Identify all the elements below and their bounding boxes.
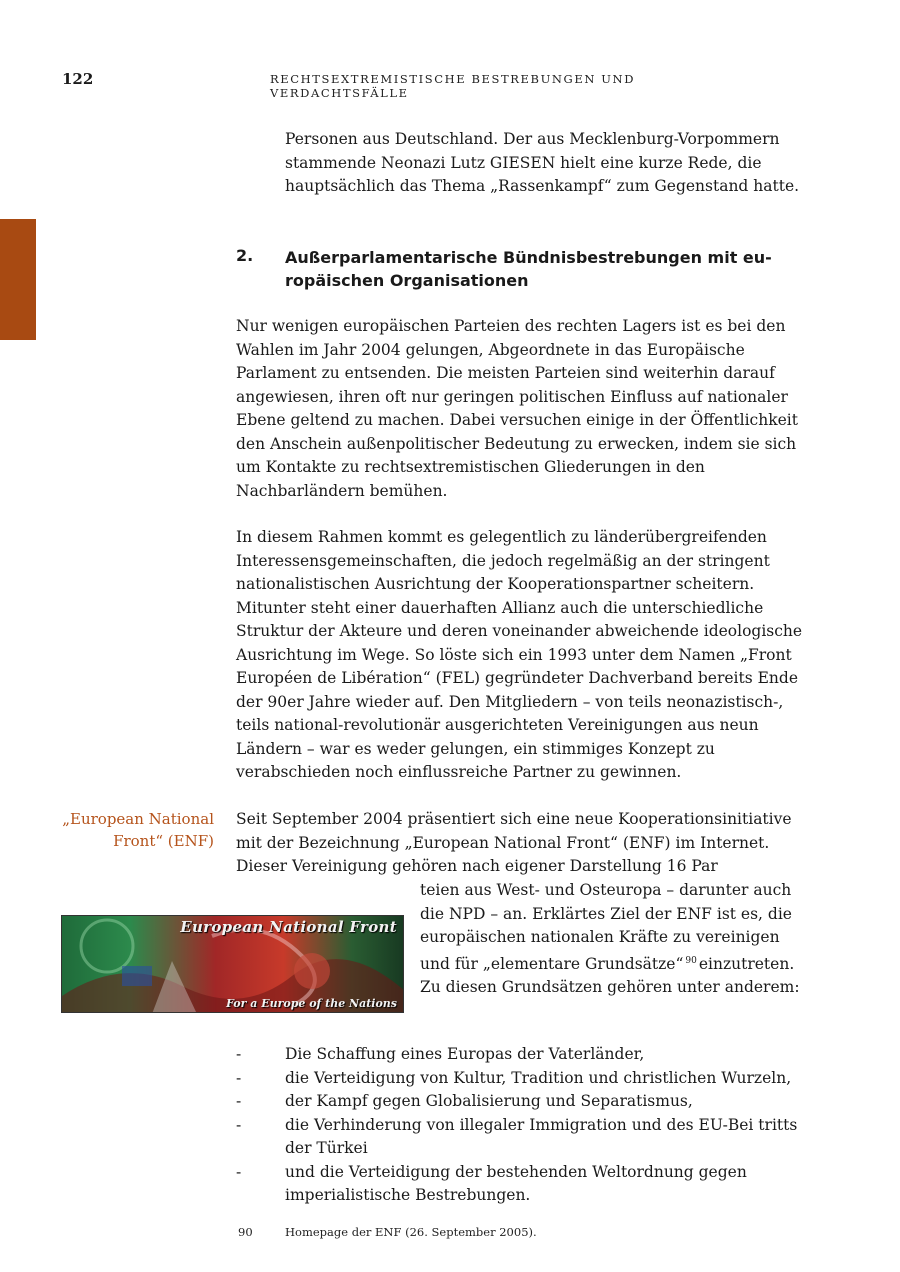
footnote bbox=[238, 1225, 537, 1239]
footnote-reference: 90 bbox=[685, 955, 697, 966]
paragraph-3: In diesem Rahmen kommt es gelegentlich zu länderübergreifenden Interessensgemeinschaften, die jedoch regelmäßig an der stringent nationalistischen Ausrichtung der Kooperationspartner scheitern. Mitunter steht einer dauerhaften Allianz auch die unterschiedliche Struktur der Akteure und deren voneinander abweichende ideologische Ausrichtung im Wege. So löste sich ein 1993 unter dem Namen „Front Européen de Libération“ (FEL) gegründeter Dachverband bereits Ende der 90er Jahre wieder auf. Den Mitgliedern – von teils neonazistisch-, teils national-revolutionär ausgerichteten Vereinigungen aus neun Ländern – war es weder gelungen, ein stimmiges Konzept zu verabschieden noch einflussreiche Partner zu gewinnen. bbox=[236, 528, 803, 781]
list-item bbox=[236, 1043, 805, 1067]
running-header: RECHTSEXTREMISTISCHE BESTREBUNGEN UND VERDACHTSFÄLLE bbox=[270, 72, 636, 100]
paragraph-2: Nur wenigen europäischen Parteien des rechten Lagers ist es bei den Wahlen im Jahr 2004 gelungen, Abgeordnete in das Europäische Parlament zu entsenden. Die meisten Parteien sind weiterhin darauf angewiesen, ihren oft nur geringen politischen Einfluss auf nationaler Ebene geltend zu machen. Dabei versuchen einige in der Öffentlichkeit den Anschein außenpolitischer Bedeutung zu erwecken, indem sie sich um Kontakte zu rechtsextremistischen Gliederungen in den Nachbarländern bemühen. bbox=[236, 317, 798, 500]
banner-title: European National Front bbox=[180, 918, 397, 936]
paragraph-4-text-a: teien aus West- und Osteuropa – darunter auch die NPD – an. Erklärtes Ziel der ENF ist es, die europäischen nationalen Kräfte zu vereinigen und für „elementare Grundsätze“ bbox=[420, 881, 792, 973]
enf-banner-image bbox=[61, 915, 404, 1013]
banner-tagline: For a Europe of the Nations bbox=[226, 997, 397, 1010]
list-dash: - bbox=[236, 1045, 242, 1063]
paragraph-1: Personen aus Deutschland. Der aus Mecklenburg-Vorpommern stammende Neonazi Lutz GIESEN hielt eine kurze Rede, die hauptsächlich das Thema „Rassenkampf“ zum Gegenstand hatte. bbox=[285, 130, 800, 195]
list-dash: - bbox=[236, 1115, 242, 1134]
section-title: Außerparlamentarische Bündnisbestrebungen mit europäischen Organisationen bbox=[285, 248, 772, 290]
paragraph-4-text-b: einzutreten. Zu diesen Grundsätzen gehören unter anderem: bbox=[420, 954, 800, 997]
list-item bbox=[236, 1067, 805, 1091]
list-item bbox=[236, 1090, 805, 1114]
paragraph-4-start: Seit September 2004 präsentiert sich eine neue Kooperationsinitiative mit der Bezeichnung „European National Front“ (ENF) im Internet. Dieser Vereinigung gehören nach eigener Darstellung 16 Par bbox=[236, 810, 792, 875]
list-dash: - bbox=[236, 1162, 242, 1181]
margin-note: „European National Front“ (ENF) bbox=[62, 810, 214, 850]
list-item-text: die Verteidigung von Kultur, Tradition und christlichen Wurzeln, bbox=[285, 1068, 792, 1087]
list-dash: - bbox=[236, 1092, 242, 1110]
list-dash: - bbox=[236, 1068, 242, 1087]
list-item-text: die Verhinderung von illegaler Immigration und des EU-Bei tritts der Türkei bbox=[285, 1115, 798, 1157]
chapter-tab-marker bbox=[0, 219, 36, 340]
principles-list bbox=[236, 1043, 805, 1208]
list-item-text: der Kampf gegen Globalisierung und Separatismus, bbox=[285, 1092, 693, 1110]
paragraph-4-continued bbox=[420, 879, 805, 1000]
list-item-text: Die Schaffung eines Europas der Vaterländer, bbox=[285, 1045, 645, 1063]
page-number: 122 bbox=[62, 70, 94, 88]
list-item bbox=[236, 1161, 805, 1208]
footnote-text: Homepage der ENF (26. September 2005). bbox=[285, 1225, 537, 1239]
list-item-text: und die Verteidigung der bestehenden Weltordnung gegen imperialistische Bestrebungen. bbox=[285, 1162, 747, 1204]
footnote-number: 90 bbox=[238, 1225, 253, 1239]
section-number: 2. bbox=[236, 246, 254, 265]
list-item bbox=[236, 1114, 805, 1161]
